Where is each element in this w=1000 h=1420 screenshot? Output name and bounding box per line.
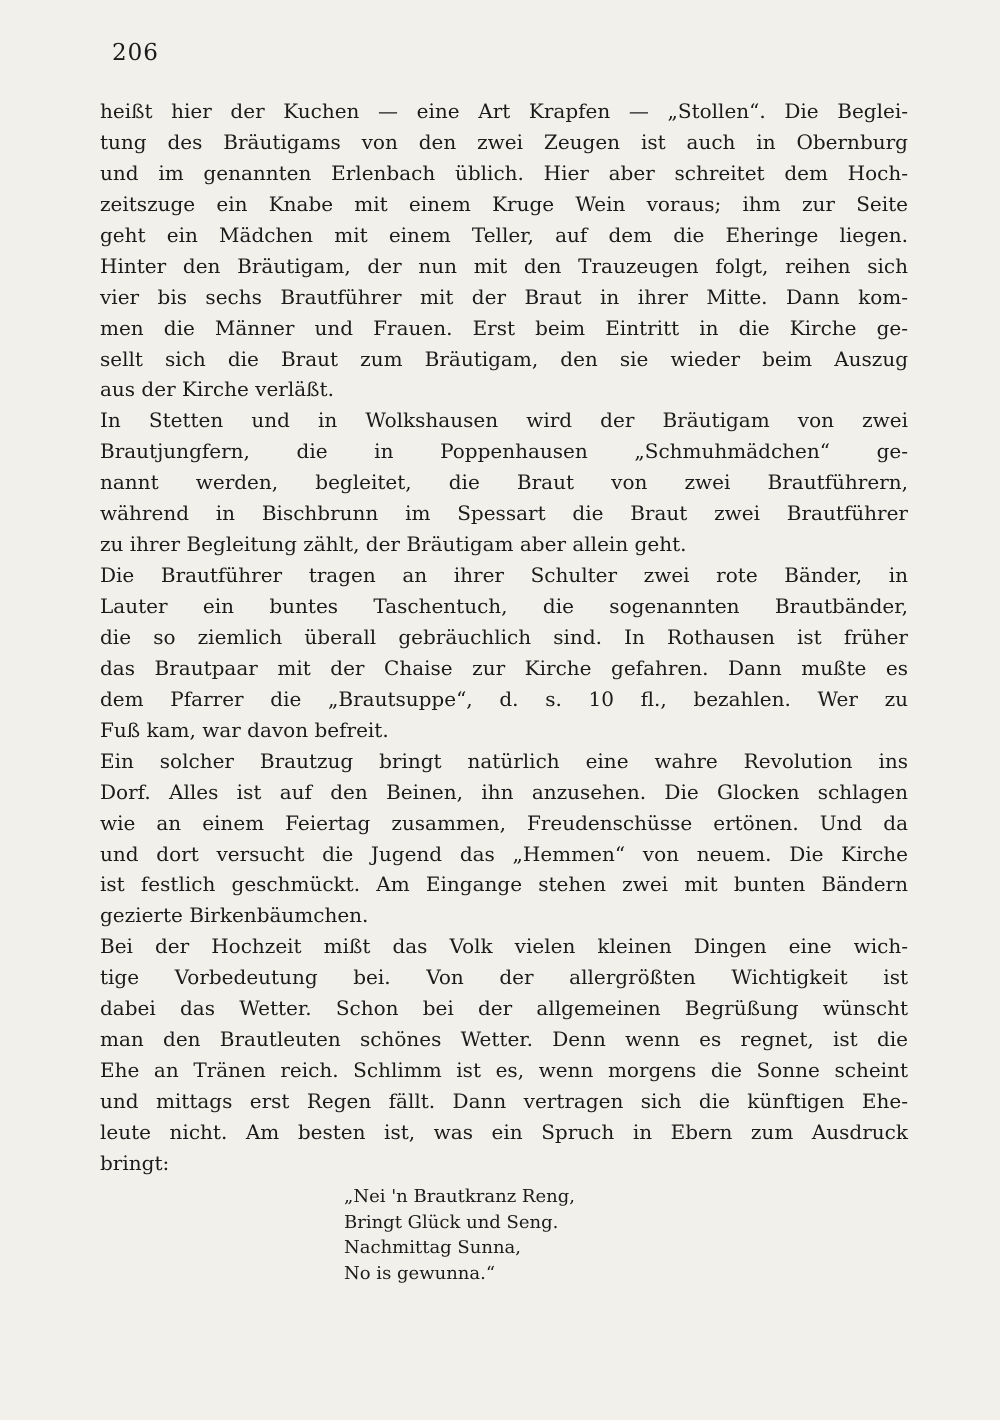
text-line: heißt hier der Kuchen — eine Art Krapfen — „Stollen“. Die Beglei- bbox=[100, 99, 908, 123]
verse-line: Nachmittag Sunna, bbox=[344, 1237, 521, 1258]
text-line: die so ziemlich überall gebräuchlich sind. In Rothausen ist früher bbox=[100, 624, 908, 649]
text-line: men die Männer und Frauen. Erst beim Eintritt in die Kirche ge- bbox=[100, 315, 908, 340]
text-line: ist festlich geschmückt. Am Eingange stehen zwei mit bunten Bändern bbox=[100, 872, 908, 897]
text-line: Brautjungfern, die in Poppenhausen „Schmuhmädchen“ ge- bbox=[100, 439, 908, 464]
text-line: bringt: bbox=[100, 1150, 170, 1175]
text-line: und dort versucht die Jugend das „Hemmen“ von neuem. Die Kirche bbox=[100, 841, 908, 866]
text-line: leute nicht. Am besten ist, was ein Spruch in Ebern zum Ausdruck bbox=[100, 1119, 908, 1144]
text-line: Hinter den Bräutigam, der nun mit den Trauzeugen folgt, reihen sich bbox=[100, 253, 908, 278]
text-line: und mittags erst Regen fällt. Dann vertragen sich die künftigen Ehe- bbox=[100, 1089, 908, 1113]
text-line: während in Bischbrunn im Spessart die Braut zwei Brautführer bbox=[100, 501, 908, 526]
text-line: das Brautpaar mit der Chaise zur Kirche gefahren. Dann mußte es bbox=[100, 655, 908, 680]
text-line: dem Pfarrer die „Brautsuppe“, d. s. 10 fl., bezahlen. Wer zu bbox=[100, 686, 908, 711]
text-line: zeitszuge ein Knabe mit einem Kruge Wein voraus; ihm zur Seite bbox=[100, 191, 908, 216]
text-line: dabei das Wetter. Schon bei der allgemeinen Begrüßung wünscht bbox=[100, 996, 908, 1021]
verse-line: „Nei 'n Brautkranz Reng, bbox=[344, 1186, 575, 1207]
text-line: Ein solcher Brautzug bringt natürlich eine wahre Revolution ins bbox=[100, 748, 908, 773]
text-line: sellt sich die Braut zum Bräutigam, den sie wieder beim Auszug bbox=[100, 346, 908, 371]
verse-quote bbox=[344, 1184, 664, 1286]
text-line: vier bis sechs Brautführer mit der Braut in ihrer Mitte. Dann kom- bbox=[100, 284, 908, 309]
text-line: nannt werden, begleitet, die Braut von zwei Brautführern, bbox=[100, 470, 908, 495]
text-line: man den Brautleuten schönes Wetter. Denn wenn es regnet, ist die bbox=[100, 1027, 908, 1052]
text-line: Die Brautführer tragen an ihrer Schulter zwei rote Bänder, in bbox=[100, 563, 908, 588]
verse-line: Bringt Glück und Seng. bbox=[344, 1211, 559, 1233]
text-line: gezierte Birkenbäumchen. bbox=[100, 903, 369, 928]
text-line: wie an einem Feiertag zusammen, Freudenschüsse ertönen. Und da bbox=[100, 810, 908, 835]
text-line: zu ihrer Begleitung zählt, der Bräutigam aber allein geht. bbox=[100, 532, 687, 557]
text-line: Ehe an Tränen reich. Schlimm ist es, wenn morgens die Sonne scheint bbox=[100, 1058, 908, 1083]
verse-line: No is gewunna.“ bbox=[344, 1262, 496, 1284]
body-text bbox=[100, 96, 908, 1179]
text-line: In Stetten und in Wolkshausen wird der Bräutigam von zwei bbox=[100, 408, 908, 433]
text-line: Bei der Hochzeit mißt das Volk vielen kleinen Dingen eine wich- bbox=[100, 934, 908, 959]
page-number: 206 bbox=[112, 40, 159, 66]
text-line: tige Vorbedeutung bei. Von der allergrößten Wichtigkeit ist bbox=[100, 965, 908, 990]
text-line: Fuß kam, war davon befreit. bbox=[100, 717, 389, 742]
text-line: tung des Bräutigams von den zwei Zeugen ist auch in Obernburg bbox=[100, 129, 908, 154]
text-line: Lauter ein buntes Taschentuch, die sogenannten Brautbänder, bbox=[100, 594, 908, 618]
text-line: und im genannten Erlenbach üblich. Hier aber schreitet dem Hoch- bbox=[100, 160, 908, 185]
text-line: aus der Kirche verläßt. bbox=[100, 377, 334, 402]
text-line: Dorf. Alles ist auf den Beinen, ihn anzusehen. Die Glocken schlagen bbox=[100, 779, 908, 804]
text-line: geht ein Mädchen mit einem Teller, auf dem die Eheringe liegen. bbox=[100, 222, 908, 247]
